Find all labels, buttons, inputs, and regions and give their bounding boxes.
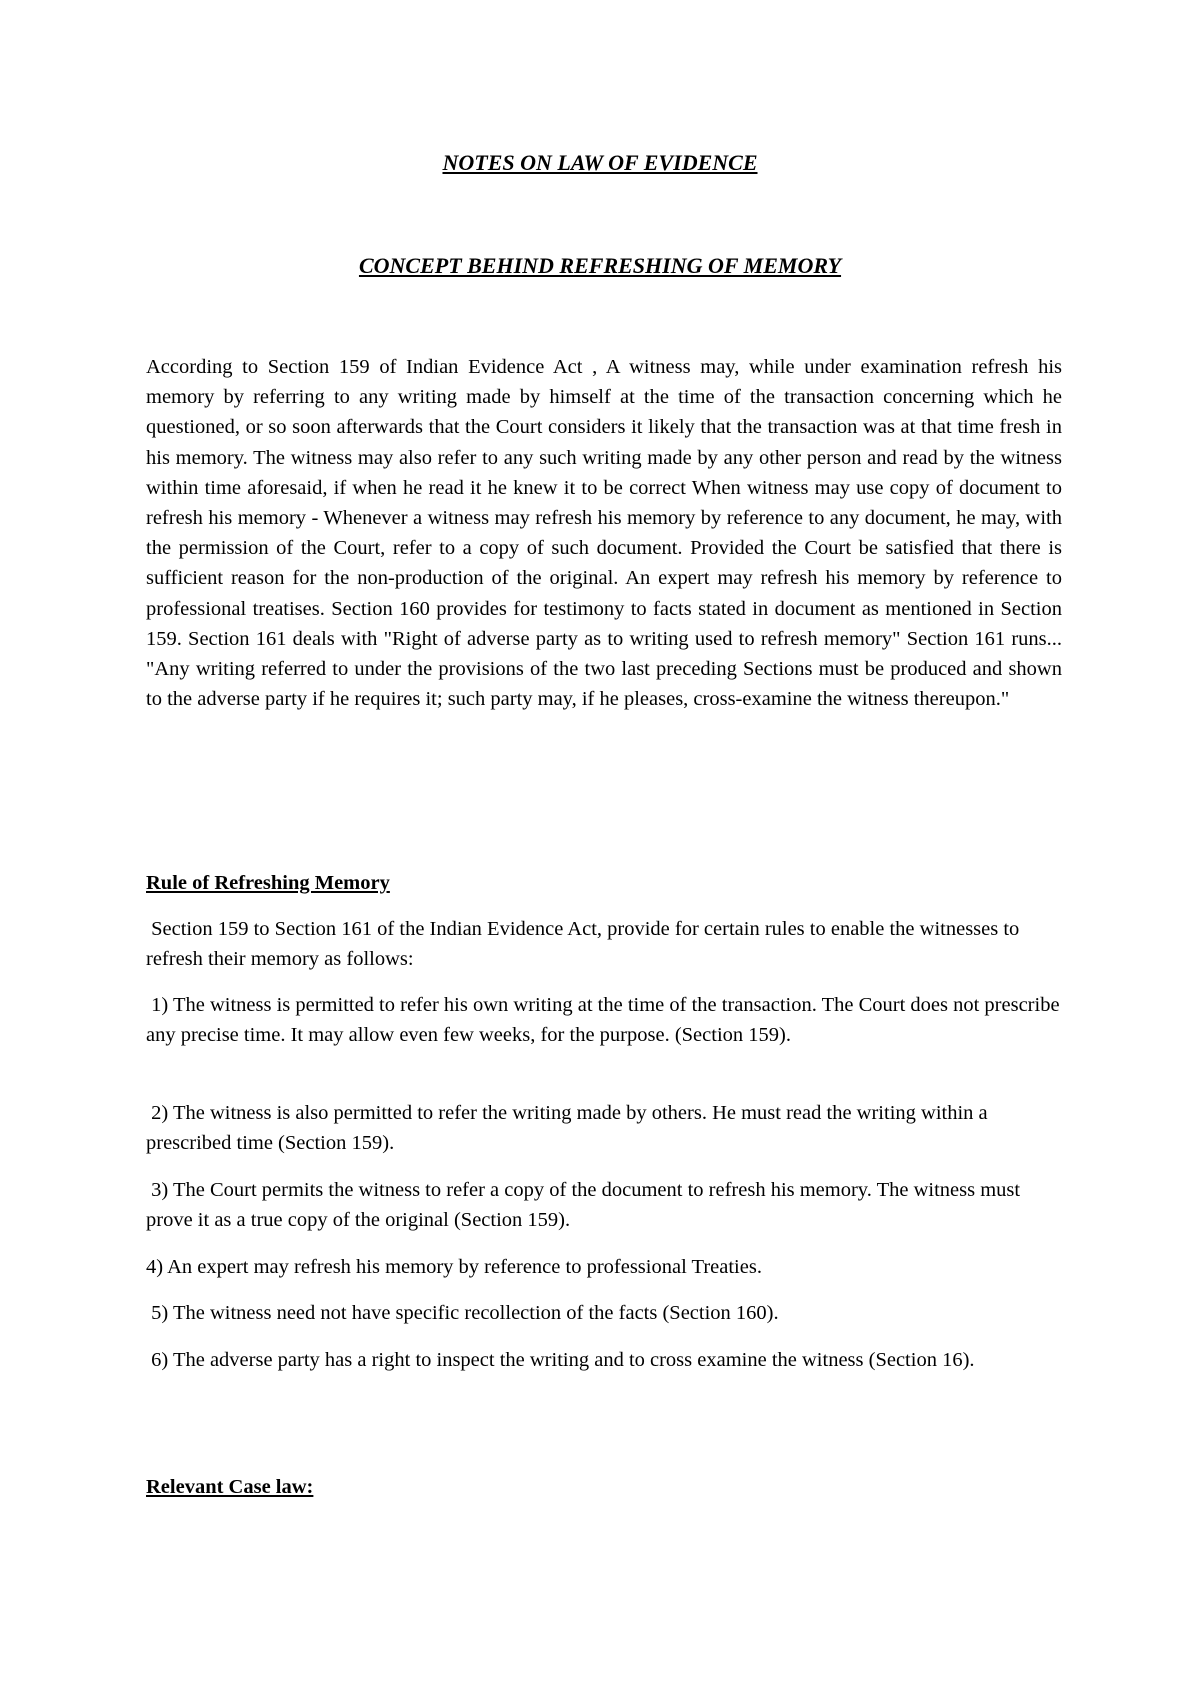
rule-item-4: 4) An expert may refresh his memory by reference to professional Treaties.	[146, 1256, 762, 1278]
document-title: NOTES ON LAW OF EVIDENCE	[442, 150, 758, 175]
rules-section-heading: Rule of Refreshing Memory	[146, 872, 390, 894]
rule-item-6: 6) The adverse party has a right to inspect the writing and to cross examine the witness (Section 16).	[146, 1349, 975, 1371]
rule-item-1: 1) The witness is permitted to refer his own writing at the time of the transaction. The Court does not prescribe any precise time. It may allow even few weeks, for the purpose. (Section 159).	[146, 994, 1065, 1047]
rules-intro-paragraph: Section 159 to Section 161 of the Indian Evidence Act, provide for certain rules to enable the witnesses to refresh their memory as follows:	[146, 918, 1025, 971]
rule-item-5: 5) The witness need not have specific recollection of the facts (Section 160).	[146, 1302, 779, 1324]
intro-paragraph: According to Section 159 of Indian Evidence Act , A witness may, while under examination refresh his memory by referring to any writing made by himself at the time of the transaction concerning which he questioned, or so soon afterwards that the Court considers it likely that the transaction was at that time fresh in his memory. The witness may also refer to any such writing made by any other person and read by the witness within time aforesaid, if when he read it he knew it to be correct When witness may use copy of document to refresh his memory - Whenever a witness may refresh his memory by reference to any document, he may, with the permission of the Court, refer to a copy of such document. Provided the Court be satisfied that there is sufficient reason for the non-production of the original. An expert may refresh his memory by reference to professional treatises. Section 160 provides for testimony to facts stated in document as mentioned in Section 159. Section 161 deals with "Right of adverse party as to writing used to refresh memory" Section 161 runs... "Any writing referred to under the provisions of the two last preceding Sections must be produced and shown to the adverse party if he requires it; such party may, if he pleases, cross-examine the witness thereupon."	[146, 356, 1062, 711]
rule-item-2: 2) The witness is also permitted to refer the writing made by others. He must read the writing within a prescribed time (Section 159).	[146, 1102, 993, 1155]
case-law-heading: Relevant Case law:	[146, 1476, 314, 1498]
rule-item-3: 3) The Court permits the witness to refer a copy of the document to refresh his memory. The witness must prove it as a true copy of the original (Section 159).	[146, 1179, 1026, 1232]
document-subtitle: CONCEPT BEHIND REFRESHING OF MEMORY	[358, 253, 842, 278]
